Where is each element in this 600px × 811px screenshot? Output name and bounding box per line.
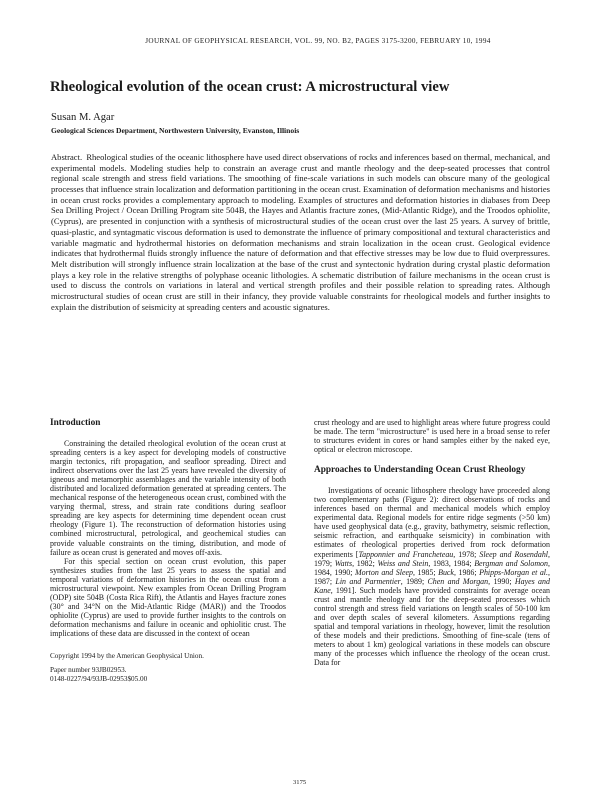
- author-affiliation: Geological Sciences Department, Northwestern University, Evanston, Illinois: [51, 126, 300, 135]
- introduction-heading: Introduction: [50, 418, 101, 428]
- author-name: Susan M. Agar: [51, 112, 115, 123]
- paper-number-line: Paper number 93JB02953.: [50, 666, 127, 675]
- citation-sep: , 1990;: [488, 576, 515, 586]
- left-column: [50, 418, 286, 683]
- citation: Phipps-Morgan et al.: [479, 567, 549, 577]
- citation-sep: , 1982;: [352, 558, 378, 568]
- issn-line: 0148-0227/94/93JB-02953$05.00: [50, 674, 148, 683]
- copyright-notice: Copyright 1994 by the American Geophysical Union.: [50, 652, 204, 661]
- approaches-text-b: ]. Such models have provided constraints for average ocean crust and mantle rheology and for the deep-seated processes which control strength and stress field variations on length scales of 50-100 km and over depth scales of several kilometers. Assumptions regarding spatial and temporal variations in rheology, however, limit the resolution of these models and their predictions. Smoothing of fine-scale (tens of meters to about 1 km) geological variations in these models can obscure many of the processes which influence the rheology of the ocean crust. Data for: [314, 585, 550, 668]
- intro-paragraph-2: For this special section on ocean crust evolution, this paper synthesizes studies from the last 25 years to assess the spatial and temporal variations of deformation histories in the ocean crust from a microstructural viewpoint. New examples from Ocean Drilling Program (ODP) site 504B (Costa Rica Rift), the Atlantis and Hayes fracture zones (30° and 34°N on the Mid-Atlantic Ridge (MAR)) and the Troodos ophiolite (Cyprus) are used to provide further insights to the controls on deformation mechanisms and failure in oceanic and ophiolitic crust. The implications of these data are discussed in the context of ocean: [50, 556, 286, 638]
- right-column: [314, 418, 550, 667]
- citation: Hayes and Kane: [314, 576, 550, 595]
- citation: Watts: [334, 558, 353, 568]
- citation: Sleep and Rosendahl: [479, 549, 549, 559]
- paper-title: Rheological evolution of the ocean crust: A microstructural view: [50, 79, 450, 95]
- abstract-label: Abstract.: [51, 152, 83, 162]
- citation: Lin and Parmentier: [335, 576, 401, 586]
- citation: Morton and Sleep: [355, 567, 413, 577]
- citation-sep: , 1979;: [314, 549, 550, 568]
- citation-sep: , 1983, 1984;: [428, 558, 475, 568]
- citation: Chen and Morgan: [427, 576, 489, 586]
- approaches-heading: Approaches to Understanding Ocean Crust Rheology: [314, 465, 526, 476]
- citation: Weiss and Stein: [377, 558, 429, 568]
- approaches-paragraph: [314, 486, 550, 667]
- citation-sep: , 1984, 1990;: [314, 558, 550, 577]
- citation-sep: , 1978;: [453, 549, 480, 559]
- intro-paragraph-1: Constraining the detailed rheological evolution of the ocean crust at spreading centers is a key aspect for developing models of constructive margin tectonics, rift propagation, and seafloor spreading. Direct and indirect observations over the last 25 years have revealed the diversity of igneous and metamorphic assemblages and the variable intensity of both distributed and localized deformation generated at spreading centers. The mechanical response of the heterogeneous ocean crust, combined with the varying thermal, stress, and strain rate conditions during seafloor spreading are key aspects for determining time dependent ocean crust rheology (Figure 1). The reconstruction of deformation histories using combined microstructural, petrological, and geochemical studies can provide valuable constraints on the timing, distribution, and mode of failure as ocean crust is generated and moves off-axis.: [50, 439, 286, 557]
- intro-continuation: crust rheology and are used to highlight areas where future progress could be made. The term "microstructure" is used here in a broad sense to refer to structures evident in cores or hand samples either by the naked eye, optical or electron microscope.: [314, 418, 550, 455]
- citation-sep: , 1987;: [314, 567, 550, 586]
- citation-sep: , 1985;: [412, 567, 439, 577]
- approaches-text-a: Investigations of oceanic lithosphere rheology have proceeded along two complementary paths (Figure 2): direct observations of rocks and inferences based on thermal and mechanical models which employ experimental data. Regional models for entire ridge segments (>50 km) have used geophysical data (e.g., gravity, bathymetry, seismic reflection, seismic refraction, and earthquake seismicity) in combination with estimates of rheological properties derived from rock deformation experiments [: [314, 486, 550, 559]
- citation: Bergman and Solomon: [474, 558, 548, 568]
- citation-sep: , 1986;: [453, 567, 480, 577]
- citation-sep: , 1989;: [400, 576, 428, 586]
- abstract-text: Rheological studies of the oceanic lithosphere have used direct observations of rocks and inferences based on thermal, mechanical, and experimental models. Modeling studies help to constrain an average crust and mantle rheology and the deep-seated processes that control regional scale strength and stress field variations. The smoothing of fine-scale variations in such models can obscure many of the geological processes that influence strain localization and deformation partitioning in the ocean crust. Examination of deformation mechanisms and histories in ocean crust rocks provides a complementary approach to modeling. Examples of structures and deformation histories in diabases from Deep Sea Drilling Project / Ocean Drilling Program site 504B, the Hayes and Atlantis fracture zones, (Mid-Atlantic Ridge), and the Troodos ophiolite, (Cyprus), are presented in conjunction with a synthesis of microstructural studies of the ocean crust over the last 25 years. A survey of brittle, quasi-plastic, and syntagmatic viscous deformation is used to demonstrate the influence of primary compositional and textural characteristics and variable magmatic and hydrothermal histories on deformation mechanisms and strain localization in the ocean crust. Geological evidence indicates that hydrothermal fluids strongly influence the nature of deformation and that effective stresses may be low due to fluid overpressures. Melt distribution will strongly influence strain localization at the base of the crust and syntectonic hydration during crystal plastic deformation plays a key role in the relative strengths of polyphase oceanic lithologies. A schematic distribution of failure mechanisms in the ocean crust is used to discuss the controls on variations in lateral and vertical strength profiles and their possible relation to spreading rates. Although microstructural studies of ocean crust are still in their infancy, they provide valuable constraints for rheological models and further insights to explain the distribution of seismicity at spreading centers and acoustic signatures.: [51, 152, 550, 312]
- journal-header: JOURNAL OF GEOPHYSICAL RESEARCH, VOL. 99, NO. B2, PAGES 3175-3200, FEBRUARY 10, 1994: [145, 37, 491, 45]
- paper-number: [50, 666, 286, 683]
- abstract: [51, 152, 550, 312]
- citation: Buck: [438, 567, 454, 577]
- citation: Tapponnier and Francheteau: [358, 549, 454, 559]
- page-number: 3175: [293, 779, 307, 786]
- citation-sep: , 1991: [330, 585, 352, 595]
